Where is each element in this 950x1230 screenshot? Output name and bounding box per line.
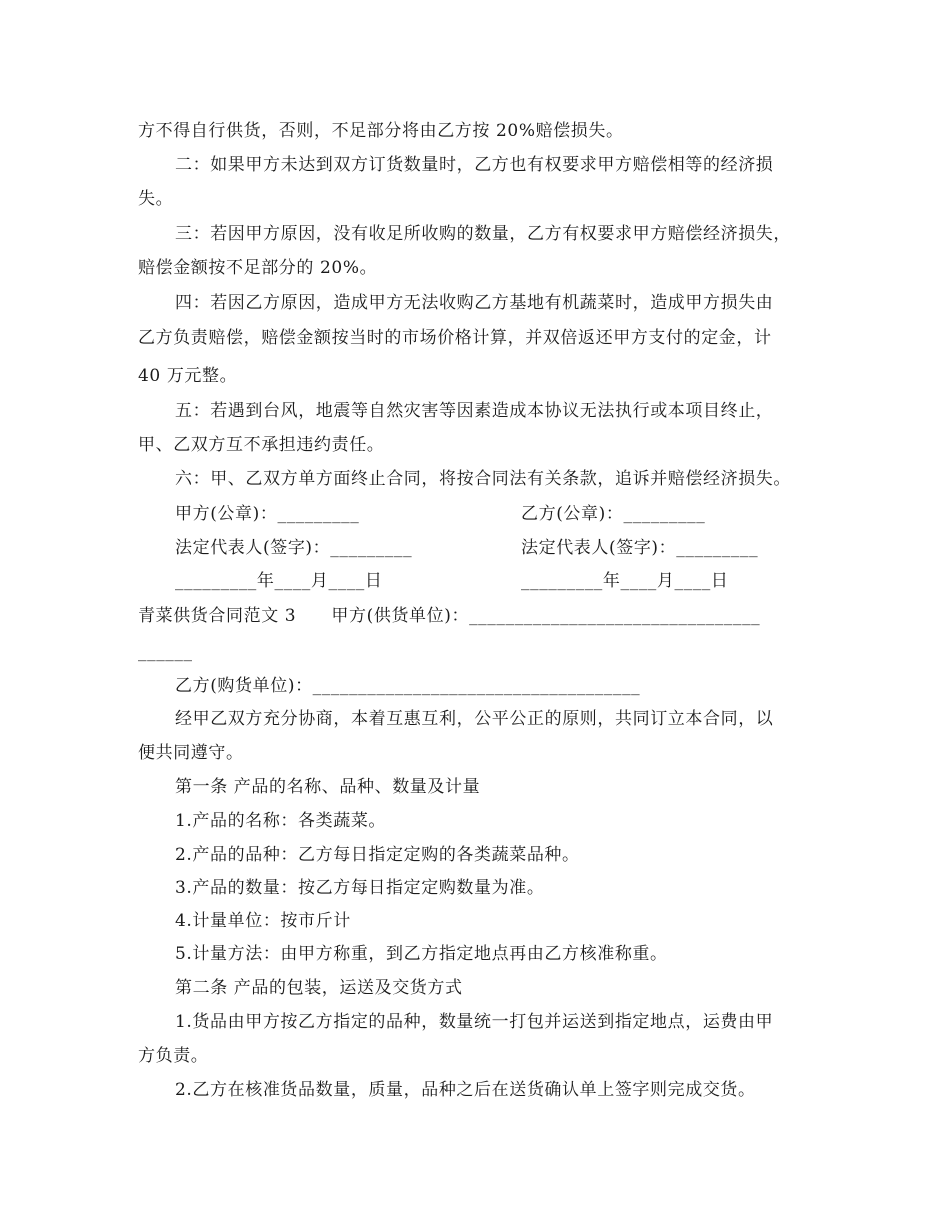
contract-3-title-line: 青菜供货合同范文 3 甲方(供货单位)：________________________________ [138,606,761,626]
article-1-heading: 第一条 产品的名称、品种、数量及计量 [175,777,481,797]
paragraph-line: 五：若遇到台风，地震等自然灾害等因素造成本协议无法执行或本项目终止， [175,401,774,421]
party-a-seal: 甲方(公章)：_________ [175,504,360,524]
article-1-item: 4.计量单位：按市斤计 [175,911,351,931]
article-1-item: 5.计量方法：由甲方称重，到乙方指定地点再由乙方核准称重。 [175,944,668,964]
paragraph-line: 乙方负责赔偿，赔偿金额按当时的市场价格计算，并双倍返还甲方支付的定金，计 [138,328,772,348]
article-1-item: 2.产品的品种：乙方每日指定定购的各类蔬菜品种。 [175,845,580,865]
article-1-item: 1.产品的名称：各类蔬菜。 [175,811,387,831]
paragraph-line: 三：若因甲方原因，没有收足所收购的数量，乙方有权要求甲方赔偿经济损失， [175,224,791,244]
article-1-item: 3.产品的数量：按乙方每日指定定购数量为准。 [175,878,545,898]
paragraph-line: 甲、乙双方互不承担违约责任。 [138,435,385,455]
underline-continuation: ______ [138,642,193,662]
intro-line: 便共同遵守。 [138,743,244,763]
party-a-date: _________年____月____日 [175,571,383,591]
paragraph-line: 40 万元整。 [138,366,238,386]
article-2-item: 1.货品由甲方按乙方指定的品种，数量统一打包并运送到指定地点，运费由甲 [175,1012,774,1032]
article-2-item-continuation: 方负责。 [138,1046,209,1066]
party-a-representative: 法定代表人(签字)：_________ [175,538,413,558]
paragraph-line: 赔偿金额按不足部分的 20%。 [138,258,378,278]
party-b-representative: 法定代表人(签字)：_________ [521,538,759,558]
party-b-date: _________年____月____日 [521,571,729,591]
paragraph-line: 失。 [138,189,174,209]
paragraph-line: 六：甲、乙双方单方面终止合同，将按合同法有关条款，追诉并赔偿经济损失。 [175,469,791,489]
paragraph-line: 四：若因乙方原因，造成甲方无法收购乙方基地有机蔬菜时，造成甲方损失由 [175,293,774,313]
paragraph-line: 方不得自行供货，否则，不足部分将由乙方按 20%赔偿损失。 [138,121,624,141]
intro-line: 经甲乙双方充分协商，本着互惠互利，公平公正的原则，共同订立本合同，以 [175,709,774,729]
article-2-item: 2.乙方在核准货品数量，质量，品种之后在送货确认单上签字则完成交货。 [175,1080,756,1100]
party-b-seal: 乙方(公章)：_________ [521,504,706,524]
article-2-heading: 第二条 产品的包装，运送及交货方式 [175,978,463,998]
paragraph-line: 二：如果甲方未达到双方订货数量时，乙方也有权要求甲方赔偿相等的经济损 [175,155,774,175]
party-b-buyer-line: 乙方(购货单位)：____________________________________ [175,676,641,696]
